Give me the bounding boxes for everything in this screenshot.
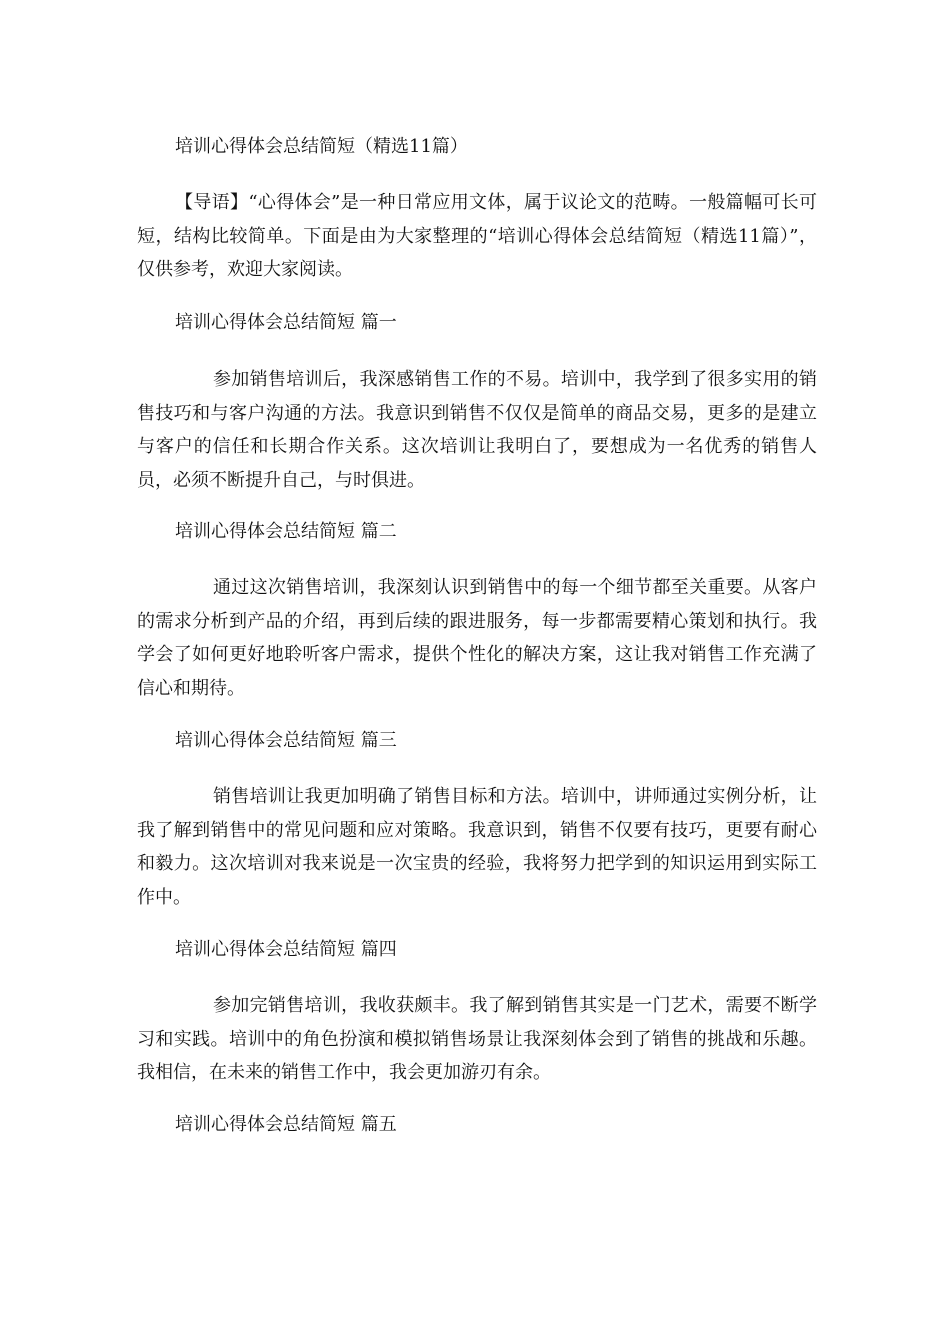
document-title: 培训心得体会总结简短（精选11篇） [175,136,468,157]
section-heading-2: 培训心得体会总结简短 篇二 [175,521,397,542]
section-heading-4: 培训心得体会总结简短 篇四 [175,939,397,960]
section-body-3: 销售培训让我更加明确了销售目标和方法。培训中，讲师通过实例分析，让我了解到销售中的常见问题和应对策略。我意识到，销售不仅要有技巧，更要有耐心和毅力。这次培训对我来说是一次宝贵的经验，我将努力把学到的知识运用到实际工作中。 [137,786,817,908]
section-heading-3: 培训心得体会总结简短 篇三 [175,730,397,751]
section-heading-5: 培训心得体会总结简短 篇五 [175,1114,397,1135]
section-body-1: 参加销售培训后，我深感销售工作的不易。培训中，我学到了很多实用的销售技巧和与客户沟通的方法。我意识到销售不仅仅是简单的商品交易，更多的是建立与客户的信任和长期合作关系。这次培训让我明白了，要想成为一名优秀的销售人员，必须不断提升自己，与时俱进。 [137,369,817,491]
section-heading-1: 培训心得体会总结简短 篇一 [175,312,397,333]
section-body-2: 通过这次销售培训，我深刻认识到销售中的每一个细节都至关重要。从客户的需求分析到产品的介绍，再到后续的跟进服务，每一步都需要精心策划和执行。我学会了如何更好地聆听客户需求，提供个性化的解决方案，这让我对销售工作充满了信心和期待。 [137,577,817,699]
intro-paragraph: 【导语】“心得体会”是一种日常应用文体，属于议论文的范畴。一般篇幅可长可短，结构比较简单。下面是由为大家整理的“培训心得体会总结简短（精选11篇）”，仅供参考，欢迎大家阅读。 [137,192,817,280]
section-body-4: 参加完销售培训，我收获颇丰。我了解到销售其实是一门艺术，需要不断学习和实践。培训中的角色扮演和模拟销售场景让我深刻体会到了销售的挑战和乐趣。我相信，在未来的销售工作中，我会更加游刃有余。 [137,995,817,1083]
